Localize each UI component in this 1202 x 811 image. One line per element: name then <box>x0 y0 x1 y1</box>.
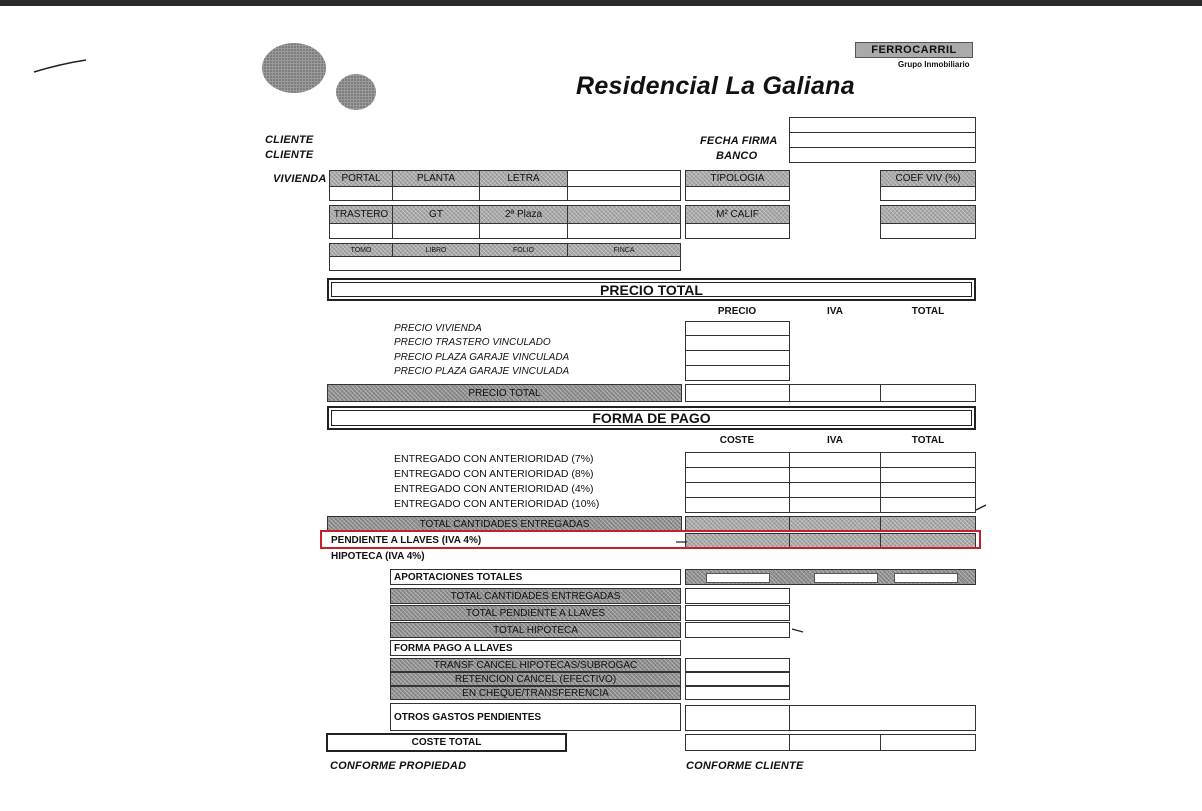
entregado-8-label: ENTREGADO CON ANTERIORIDAD (8%) <box>394 468 594 480</box>
aportaciones-values[interactable] <box>685 569 976 585</box>
coste-total-label: COSTE TOTAL <box>326 733 567 752</box>
vivienda-extra-header <box>567 170 681 187</box>
portal-field[interactable] <box>329 186 393 201</box>
plaza-field[interactable] <box>479 223 568 239</box>
total-pendiente-label: TOTAL PENDIENTE A LLAVES <box>390 605 681 621</box>
m2-calif-field[interactable] <box>685 223 790 239</box>
vivienda-label: VIVIENDA <box>273 173 327 185</box>
col-total-2: TOTAL <box>911 435 945 446</box>
entregado-8-iva[interactable] <box>789 467 881 483</box>
total-pendiente-field[interactable] <box>685 605 790 621</box>
aportaciones-coste[interactable] <box>706 573 770 583</box>
precio-total-title: PRECIO TOTAL <box>600 281 703 298</box>
forma-pago-llaves-label: FORMA PAGO A LLAVES <box>390 640 681 656</box>
aportaciones-total[interactable] <box>894 573 958 583</box>
vivienda-extra-field[interactable] <box>567 186 681 201</box>
conforme-propiedad-label: CONFORME PROPIEDAD <box>330 760 467 772</box>
precio-garaje-label-2: PRECIO PLAZA GARAJE VINCULADA <box>394 366 570 377</box>
pen-mark-3 <box>675 538 689 546</box>
blank-field-1[interactable] <box>789 117 976 133</box>
entregado-4-coste[interactable] <box>685 482 790 498</box>
planta-field[interactable] <box>392 186 480 201</box>
cheque-field[interactable] <box>685 686 790 700</box>
precio-trastero-field[interactable] <box>685 335 790 351</box>
entregado-7-coste[interactable] <box>685 452 790 468</box>
coef-extra-field[interactable] <box>880 223 976 239</box>
precio-garaje-label-1: PRECIO PLAZA GARAJE VINCULADA <box>394 352 570 363</box>
entregado-10-iva[interactable] <box>789 497 881 513</box>
finca-header: FINCA <box>567 243 681 257</box>
col-iva-2: IVA <box>827 435 843 446</box>
entregado-4-iva[interactable] <box>789 482 881 498</box>
coste-total-coste[interactable] <box>685 734 790 751</box>
brand-subtitle: Grupo Inmobiliario <box>898 60 970 69</box>
gt-header: GT <box>392 205 480 224</box>
banco-label: BANCO <box>716 150 758 162</box>
libro-header: LIBRO <box>392 243 480 257</box>
retencion-label: RETENCION CANCEL (EFECTIVO) <box>390 672 681 686</box>
coste-total-total[interactable] <box>880 734 976 751</box>
pen-mark <box>30 56 90 76</box>
precio-total-iva[interactable] <box>789 384 881 402</box>
entregado-4-label: ENTREGADO CON ANTERIORIDAD (4%) <box>394 483 594 495</box>
planta-header: PLANTA <box>392 170 480 187</box>
entregado-10-label: ENTREGADO CON ANTERIORIDAD (10%) <box>394 498 600 510</box>
entregado-7-total[interactable] <box>880 452 976 468</box>
portal-header: PORTAL <box>329 170 393 187</box>
entregado-8-coste[interactable] <box>685 467 790 483</box>
cliente-label-1: CLIENTE <box>265 134 314 146</box>
otros-gastos-label: OTROS GASTOS PENDIENTES <box>390 703 681 731</box>
gt-field[interactable] <box>392 223 480 239</box>
col-iva-1: IVA <box>827 306 843 317</box>
hipoteca-label: HIPOTECA (IVA 4%) <box>331 551 425 562</box>
pendiente-llaves-label: PENDIENTE A LLAVES (IVA 4%) <box>331 535 482 546</box>
forma-pago-title: FORMA DE PAGO <box>592 410 711 426</box>
cliente-label-2: CLIENTE <box>265 149 314 161</box>
entregado-8-total[interactable] <box>880 467 976 483</box>
transf-label: TRANSF CANCEL HIPOTECAS/SUBROGAC <box>390 658 681 672</box>
registro-field[interactable] <box>329 256 681 271</box>
precio-total-row-label: PRECIO TOTAL <box>327 384 682 402</box>
coste-total-iva[interactable] <box>789 734 881 751</box>
precio-trastero-label: PRECIO TRASTERO VINCULADO <box>394 337 551 348</box>
total-cant-entregadas-label: TOTAL CANTIDADES ENTREGADAS <box>390 588 681 604</box>
cheque-label: EN CHEQUE/TRANSFERENCIA <box>390 686 681 700</box>
trastero-field[interactable] <box>329 223 393 239</box>
coef-extra-header <box>880 205 976 224</box>
plaza-header: 2ª Plaza <box>479 205 568 224</box>
otros-gastos-coste[interactable] <box>685 705 790 731</box>
coef-field[interactable] <box>880 186 976 201</box>
entregado-10-coste[interactable] <box>685 497 790 513</box>
aportaciones-iva[interactable] <box>814 573 878 583</box>
col-coste: COSTE <box>719 435 755 446</box>
tomo-header: TOMO <box>329 243 393 257</box>
entregado-4-total[interactable] <box>880 482 976 498</box>
scan-top-edge <box>0 0 1202 6</box>
precio-total-precio[interactable] <box>685 384 790 402</box>
letra-header: LETRA <box>479 170 568 187</box>
forma-pago-header <box>327 406 976 430</box>
entregado-7-iva[interactable] <box>789 452 881 468</box>
precio-total-header <box>327 278 976 301</box>
tipologia-header: TIPOLOGIA <box>685 170 790 187</box>
page-title: Residencial La Galiana <box>576 72 855 100</box>
precio-garaje-field-2[interactable] <box>685 365 790 381</box>
entregado-10-total[interactable] <box>880 497 976 513</box>
folio-header: FOLIO <box>479 243 568 257</box>
trastero-extra-header <box>567 205 681 224</box>
tipologia-field[interactable] <box>685 186 790 201</box>
precio-vivienda-label: PRECIO VIVIENDA <box>394 323 482 334</box>
otros-gastos-total[interactable] <box>789 705 976 731</box>
m2-calif-header: M² CALIF <box>685 205 790 224</box>
transf-field[interactable] <box>685 658 790 672</box>
trastero-extra-field[interactable] <box>567 223 681 239</box>
aportaciones-label: APORTACIONES TOTALES <box>390 569 681 585</box>
coef-header: COEF VIV (%) <box>880 170 976 187</box>
precio-total-total[interactable] <box>880 384 976 402</box>
banco-field[interactable] <box>789 147 976 163</box>
pen-mark-2 <box>974 500 990 514</box>
logo-icon <box>258 40 383 115</box>
precio-garaje-field-1[interactable] <box>685 350 790 366</box>
highlight-box <box>320 530 981 549</box>
conforme-cliente-label: CONFORME CLIENTE <box>686 760 804 772</box>
precio-vivienda-field[interactable] <box>685 321 790 336</box>
letra-field[interactable] <box>479 186 568 201</box>
total-cant-entregadas-field[interactable] <box>685 588 790 604</box>
total-entregadas-label: TOTAL CANTIDADES ENTREGADAS <box>327 516 682 532</box>
col-precio: PRECIO <box>717 306 757 317</box>
fecha-firma-label: FECHA FIRMA <box>700 135 778 147</box>
brand-name: FERROCARRIL <box>855 42 973 58</box>
entregado-7-label: ENTREGADO CON ANTERIORIDAD (7%) <box>394 453 594 465</box>
total-hipoteca-label: TOTAL HIPOTECA <box>390 622 681 638</box>
col-total-1: TOTAL <box>911 306 945 317</box>
fecha-firma-field[interactable] <box>789 132 976 148</box>
retencion-field[interactable] <box>685 672 790 686</box>
trastero-header: TRASTERO <box>329 205 393 224</box>
pen-mark-4 <box>790 626 806 636</box>
total-hipoteca-field[interactable] <box>685 622 790 638</box>
